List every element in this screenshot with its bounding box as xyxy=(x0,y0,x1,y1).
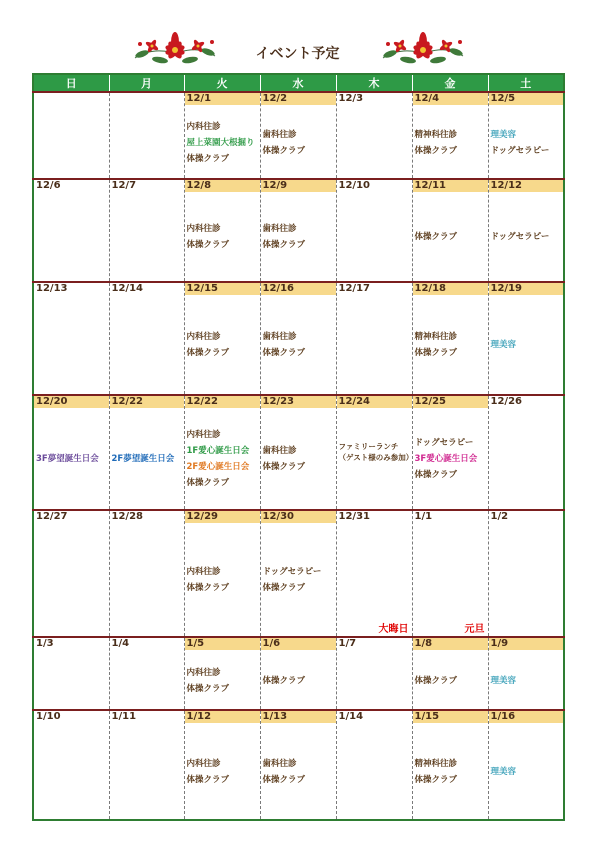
day-cell xyxy=(109,179,184,282)
day-date: 1/1 xyxy=(414,510,433,522)
weekday-fri: 金 xyxy=(412,74,488,92)
event-list xyxy=(185,408,260,489)
day-cell xyxy=(260,179,336,282)
day-date: 12/14 xyxy=(111,282,143,294)
event-list xyxy=(34,723,109,726)
day-date: 1/15 xyxy=(413,711,488,723)
event-list xyxy=(34,295,109,298)
day-date: 12/1 xyxy=(185,93,260,105)
event-item: 体操クラブ xyxy=(186,582,230,593)
event-item: 内科往診 xyxy=(186,429,221,440)
event-list xyxy=(413,295,488,359)
day-date: 1/9 xyxy=(489,638,564,650)
event-list xyxy=(34,650,109,653)
event-list xyxy=(34,523,109,526)
event-list xyxy=(185,295,260,359)
event-item: 2F愛心誕生日会 xyxy=(186,461,250,472)
day-date: 12/18 xyxy=(413,283,488,295)
day-cell xyxy=(260,282,336,395)
event-item: 2F夢望誕生日会 xyxy=(111,453,175,464)
holiday-label: 大晦日 xyxy=(378,624,409,636)
event-item: ドッグセラピー xyxy=(490,232,550,243)
event-item: 内科往診 xyxy=(186,566,221,577)
event-item: 体操クラブ xyxy=(414,469,458,480)
event-item: 体操クラブ xyxy=(262,347,306,358)
day-date: 12/5 xyxy=(489,93,564,105)
weekday-header-row xyxy=(33,74,564,92)
event-list xyxy=(337,192,412,195)
week-row xyxy=(33,179,564,282)
event-list xyxy=(110,295,184,298)
event-item: 体操クラブ xyxy=(262,146,306,156)
event-list xyxy=(337,523,412,526)
event-item: 体操クラブ xyxy=(186,154,230,164)
day-cell xyxy=(33,179,109,282)
event-list xyxy=(110,408,184,465)
day-date: 12/12 xyxy=(489,180,564,192)
day-date: 1/4 xyxy=(111,638,130,650)
day-date: 1/8 xyxy=(413,638,488,650)
day-cell xyxy=(488,637,564,710)
weekday-sat: 土 xyxy=(488,74,564,92)
event-list xyxy=(34,105,109,108)
event-item: 精神科往診 xyxy=(414,130,458,140)
event-list xyxy=(337,723,412,726)
event-list xyxy=(489,523,564,526)
event-list xyxy=(413,650,488,687)
day-date: 12/22 xyxy=(185,396,260,408)
event-list xyxy=(110,523,184,526)
event-item: 精神科往診 xyxy=(414,331,458,342)
day-cell xyxy=(109,92,184,179)
day-date: 1/3 xyxy=(36,638,54,650)
event-list xyxy=(185,650,260,695)
event-item: 体操クラブ xyxy=(414,775,458,786)
weekday-mon: 月 xyxy=(109,74,184,92)
event-item: 精神科往診 xyxy=(414,759,458,770)
event-item: 理美容 xyxy=(490,767,517,778)
event-list xyxy=(110,650,184,653)
event-item: 内科往診 xyxy=(186,331,221,342)
day-cell xyxy=(488,510,564,637)
event-item: 3F愛心誕生日会 xyxy=(414,453,478,464)
event-item: 体操クラブ xyxy=(186,477,230,488)
event-item: 3F夢望誕生日会 xyxy=(36,453,99,464)
day-date: 1/6 xyxy=(261,638,336,650)
day-cell xyxy=(109,710,184,820)
event-list xyxy=(489,723,564,778)
week-row xyxy=(33,637,564,710)
event-list xyxy=(110,192,184,195)
event-list xyxy=(337,295,412,298)
page-title: イベント予定 xyxy=(255,46,340,62)
day-cell xyxy=(336,179,412,282)
event-list xyxy=(110,723,184,726)
day-cell xyxy=(412,92,488,179)
day-cell xyxy=(109,637,184,710)
day-date: 1/10 xyxy=(36,711,61,723)
day-cell xyxy=(412,710,488,820)
day-cell xyxy=(260,637,336,710)
day-cell xyxy=(184,510,260,637)
day-date: 1/11 xyxy=(111,711,137,723)
event-list xyxy=(185,523,260,594)
day-cell xyxy=(260,395,336,510)
title-banner xyxy=(0,30,595,70)
day-cell xyxy=(412,637,488,710)
event-item: 1F愛心誕生日会 xyxy=(186,445,250,456)
event-list xyxy=(413,723,488,786)
day-date: 12/7 xyxy=(111,180,137,192)
day-date: 1/2 xyxy=(490,510,509,522)
event-list xyxy=(185,192,260,251)
event-list xyxy=(261,650,336,687)
calendar-table xyxy=(32,73,565,821)
day-date: 12/4 xyxy=(413,93,488,105)
event-list xyxy=(110,105,184,108)
day-cell xyxy=(184,179,260,282)
event-item: 歯科往診 xyxy=(262,331,297,342)
day-date: 12/15 xyxy=(185,283,260,295)
day-date xyxy=(34,93,109,105)
event-item: 内科往診 xyxy=(186,668,221,679)
day-cell xyxy=(33,395,109,510)
day-date: 1/12 xyxy=(185,711,260,723)
day-cell xyxy=(184,395,260,510)
event-item: 体操クラブ xyxy=(414,347,458,358)
day-date: 12/3 xyxy=(338,93,364,104)
day-cell xyxy=(488,282,564,395)
event-item: 体操クラブ xyxy=(262,461,306,472)
event-item: ドッグセラピー xyxy=(262,566,322,577)
day-cell xyxy=(336,710,412,820)
event-item: ファミリーランチ xyxy=(338,441,399,451)
poinsettia-decoration-icon xyxy=(378,30,468,70)
day-cell xyxy=(184,637,260,710)
event-list xyxy=(261,723,336,786)
day-date: 1/13 xyxy=(261,711,336,723)
event-item: （ゲスト様のみ参加） xyxy=(338,452,414,462)
event-item: 理美容 xyxy=(490,676,517,687)
event-item: 体操クラブ xyxy=(186,684,230,695)
event-item: ドッグセラピー xyxy=(414,437,474,448)
day-date: 12/13 xyxy=(36,282,68,294)
day-cell xyxy=(336,510,412,637)
event-list xyxy=(261,192,336,251)
day-date: 12/2 xyxy=(261,93,336,105)
event-list xyxy=(261,295,336,359)
day-cell xyxy=(33,282,109,395)
day-cell xyxy=(33,637,109,710)
event-item: 内科往診 xyxy=(186,122,221,132)
event-list xyxy=(261,523,336,594)
day-date: 12/23 xyxy=(261,396,336,408)
day-cell xyxy=(412,510,488,637)
event-item: 体操クラブ xyxy=(186,775,230,786)
event-item: 体操クラブ xyxy=(186,240,230,251)
event-item: ドッグセラピー xyxy=(490,146,550,156)
week-row xyxy=(33,395,564,510)
event-item: 体操クラブ xyxy=(414,676,458,687)
day-date: 12/31 xyxy=(338,510,370,522)
week-row xyxy=(33,282,564,395)
day-date: 12/11 xyxy=(413,180,488,192)
event-list xyxy=(261,105,336,157)
day-cell xyxy=(33,510,109,637)
day-date: 12/26 xyxy=(490,395,522,407)
day-date: 12/16 xyxy=(261,283,336,295)
event-list xyxy=(34,192,109,195)
day-date: 12/25 xyxy=(413,396,488,408)
day-cell xyxy=(336,282,412,395)
event-list xyxy=(34,408,109,465)
weekday-tue: 火 xyxy=(184,74,260,92)
weekday-wed: 水 xyxy=(260,74,336,92)
day-date xyxy=(110,93,184,105)
week-row xyxy=(33,92,564,179)
event-list xyxy=(489,650,564,687)
event-item: 体操クラブ xyxy=(262,582,306,593)
event-item: 体操クラブ xyxy=(262,240,306,251)
day-cell xyxy=(184,282,260,395)
day-date: 12/29 xyxy=(185,511,260,523)
event-list xyxy=(185,105,260,165)
event-item: 歯科往診 xyxy=(262,445,297,456)
event-list xyxy=(413,523,488,526)
week-row xyxy=(33,510,564,637)
event-list xyxy=(489,105,564,157)
day-cell xyxy=(33,92,109,179)
event-list xyxy=(185,723,260,786)
day-cell xyxy=(184,710,260,820)
day-cell xyxy=(336,395,412,510)
weekday-thu: 木 xyxy=(336,74,412,92)
event-list xyxy=(489,408,564,411)
event-item: 体操クラブ xyxy=(414,146,458,156)
day-date: 12/19 xyxy=(489,283,564,295)
event-item: 体操クラブ xyxy=(262,676,306,687)
event-item: 体操クラブ xyxy=(186,347,230,358)
day-date: 12/8 xyxy=(185,180,260,192)
day-cell xyxy=(260,92,336,179)
week-row xyxy=(33,710,564,820)
event-item: 歯科往診 xyxy=(262,224,297,235)
day-date: 12/22 xyxy=(110,396,184,408)
event-list xyxy=(337,408,412,463)
day-cell xyxy=(412,179,488,282)
day-date: 12/20 xyxy=(34,396,109,408)
day-date: 12/30 xyxy=(261,511,336,523)
day-cell xyxy=(109,282,184,395)
day-cell xyxy=(33,710,109,820)
day-date: 12/6 xyxy=(36,180,61,192)
day-date: 12/9 xyxy=(261,180,336,192)
day-date: 12/24 xyxy=(337,396,412,408)
day-cell xyxy=(412,395,488,510)
event-item: 屋上菜園大根掘り xyxy=(186,138,255,148)
day-date: 12/10 xyxy=(338,180,370,192)
event-list xyxy=(337,650,412,653)
event-item: 歯科往診 xyxy=(262,759,297,770)
day-cell xyxy=(488,710,564,820)
day-cell xyxy=(488,395,564,510)
weekday-sun: 日 xyxy=(33,74,109,92)
day-cell xyxy=(488,179,564,282)
day-cell xyxy=(336,637,412,710)
day-cell xyxy=(184,92,260,179)
event-list xyxy=(413,105,488,157)
event-list xyxy=(489,192,564,243)
event-item: 理美容 xyxy=(490,339,517,350)
event-list xyxy=(413,408,488,481)
event-item: 理美容 xyxy=(490,130,517,140)
day-date: 12/17 xyxy=(338,282,370,294)
event-list xyxy=(413,192,488,243)
holiday-label: 元旦 xyxy=(464,624,485,636)
day-cell xyxy=(260,710,336,820)
event-item: 体操クラブ xyxy=(262,775,306,786)
day-date: 12/28 xyxy=(111,510,143,522)
day-cell xyxy=(336,92,412,179)
event-item: 内科往診 xyxy=(186,759,221,770)
event-list xyxy=(261,408,336,473)
event-list xyxy=(489,295,564,351)
day-cell xyxy=(412,282,488,395)
day-date: 1/5 xyxy=(185,638,260,650)
event-item: 歯科往診 xyxy=(262,130,297,140)
day-date: 1/16 xyxy=(489,711,564,723)
day-date: 1/7 xyxy=(338,638,357,650)
event-list xyxy=(337,105,412,108)
event-item: 内科往診 xyxy=(186,224,221,235)
day-cell xyxy=(109,510,184,637)
day-cell xyxy=(488,92,564,179)
event-item: 体操クラブ xyxy=(414,232,458,243)
day-cell xyxy=(109,395,184,510)
day-date: 1/14 xyxy=(338,711,364,723)
day-date: 12/27 xyxy=(36,510,68,522)
day-cell xyxy=(260,510,336,637)
